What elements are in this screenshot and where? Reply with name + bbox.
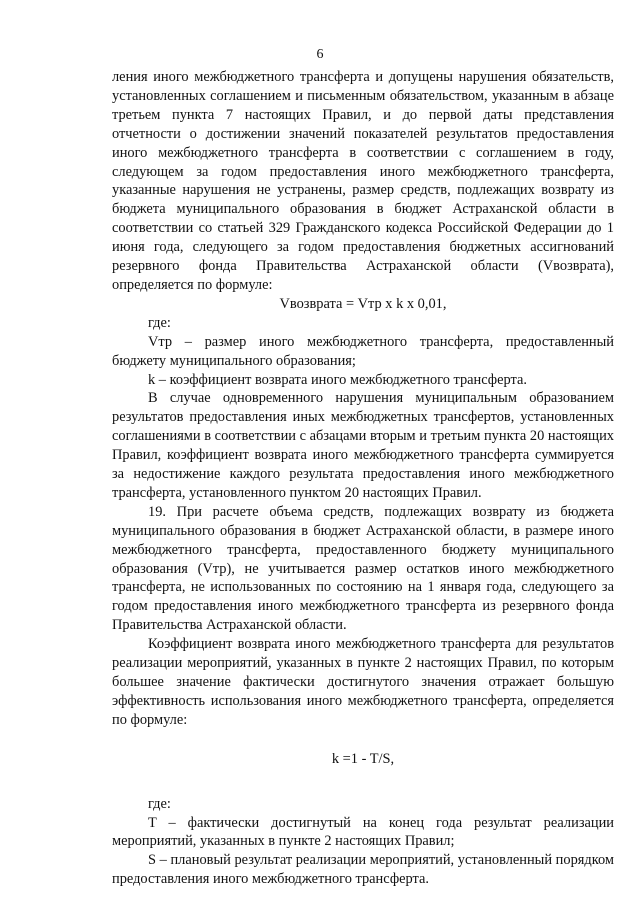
formula-return-volume: Vвозврата = Vтр x k x 0,01, — [279, 295, 447, 312]
definition-s: S – плановый результат реализации мероприятий, установленный порядком предоставления иного межбюджетного трансферта. — [112, 852, 614, 888]
paragraph-item-19: 19. При расчете объема средств, подлежащих возврату из бюджета муниципального образования в бюджет Астраханской области, в размере иного межбюджетного трансферта, предоставленного бюджету муниципального образования (Vтр), не учитывается размер остатков иного межбюджетного трансферта, не использованных по состоянию на 1 января года, следующего за годом предоставления иного межбюджетного трансферта из резервного фонда Правительства Астраханской области. — [112, 503, 614, 634]
document-body — [112, 68, 614, 889]
definition-t: T – фактически достигнутый на конец года результат реализации мероприятий, указанных в пункте 2 настоящих Правил; — [112, 814, 614, 850]
paragraph-simultaneous-violation: В случае одновременного нарушения муниципальным образованием результатов предоставления иных межбюджетных трансфертов, установленных соглашениями в соответствии с абзацами вторым и третьим пункта 20 настоящих Правил, коэффициент возврата иного межбюджетного трансферта суммируется за недостижение каждого результата предоставления иного межбюджетного трансферта, установленного пунктом 20 настоящих Правил. — [112, 390, 614, 501]
where-label-2: где: — [148, 795, 171, 812]
paragraph-continuation: ления иного межбюджетного трансферта и допущены нарушения обязательств, установленных соглашением и письменным обязательством, указанным в абзаце третьем пункта 7 настоящих Правил, и до первой даты представления отчетности о достижении значений показателей результатов предоставления иного межбюджетного трансферта в соответствии с соглашением в году, следующем за годом предоставления иного межбюджетного трансферта, указанные нарушения не устранены, размер средств, подлежащих возврату из бюджета муниципального образования в бюджет Астраханской области в соответствии со статьей 329 Гражданского кодекса Российской Федерации до 1 июня года, следующего за годом предоставления бюджетных ассигнований резервного фонда Правительства Астраханской области (Vвозврата), определяется по формуле: — [112, 69, 614, 293]
formula-coefficient: k =1 - T/S, — [331, 750, 395, 767]
where-label-1: где: — [148, 314, 171, 331]
page-number: 6 — [316, 47, 324, 62]
definition-k: k – коэффициент возврата иного межбюджетного трансферта. — [148, 371, 527, 388]
definition-vtr: Vтр – размер иного межбюджетного трансферта, предоставленный бюджету муниципального образования; — [112, 333, 614, 369]
paragraph-coefficient: Коэффициент возврата иного межбюджетного трансферта для результатов реализации мероприятий, указанных в пункте 2 настоящих Правил, по которым большее значение фактически достигнутого значения отражает большую эффективность использования иного межбюджетного трансферта, определяется по формуле: — [112, 636, 614, 728]
